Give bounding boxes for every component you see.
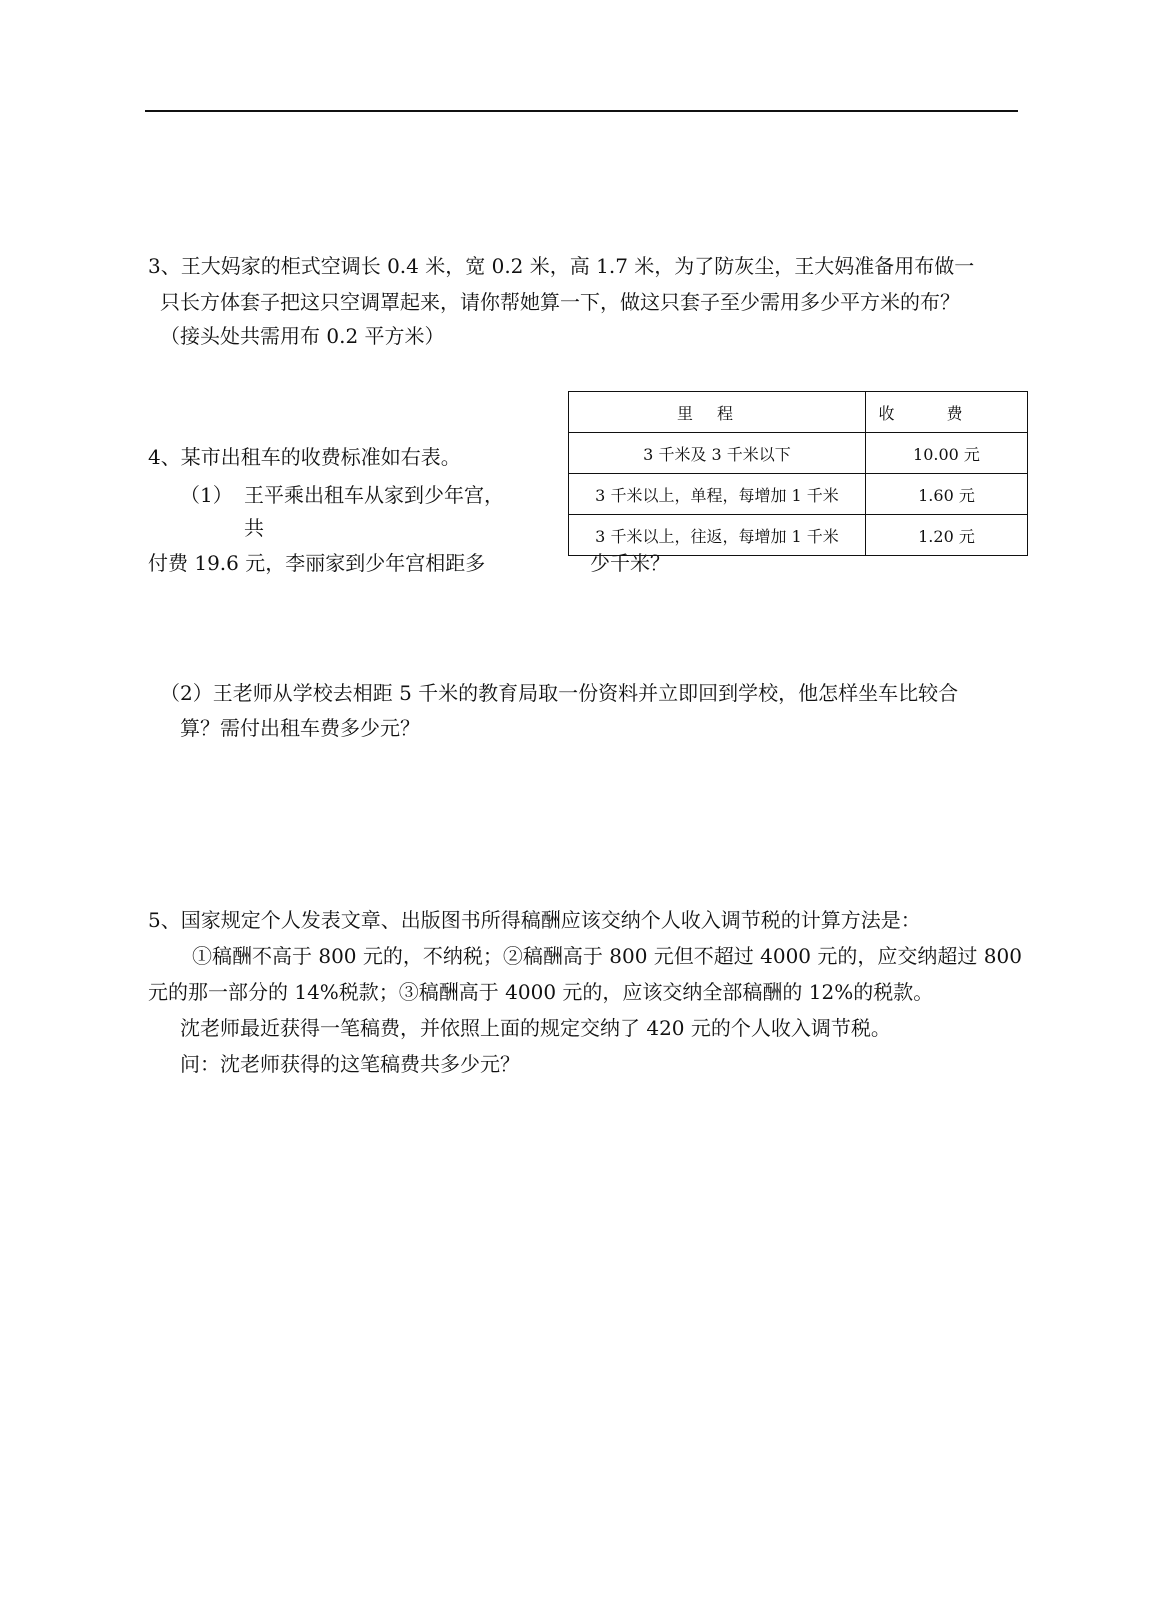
q5-line3: 元的那一部分的 14%税款；③稿酬高于 4000 元的，应该交纳全部稿酬的 12%的税款。	[148, 980, 934, 1004]
table-row	[569, 515, 1028, 556]
q4-part1-line2-right: 少千米？	[590, 551, 670, 575]
q4-part2-line2: 算？需付出租车费多少元？	[180, 716, 420, 740]
table-row	[569, 474, 1028, 515]
header-rule	[145, 110, 1018, 112]
q4-part1-line2-left: 付费 19.6 元，李丽家到少年宫相距多	[148, 551, 486, 575]
q5-line1: 5、国家规定个人发表文章、出版图书所得稿酬应该交纳个人收入调节税的计算方法是：	[148, 908, 921, 932]
fare-header-fee: 收费	[865, 392, 1027, 433]
fare-header-distance: 里程	[569, 392, 866, 433]
fare-cell-distance: 3 千米以上，单程，每增加 1 千米	[569, 474, 866, 515]
q3-line2: 只长方体套子把这只空调罩起来，请你帮她算一下，做这只套子至少需用多少平方米的布？	[160, 290, 960, 314]
fare-cell-fee: 1.60 元	[865, 474, 1027, 515]
fare-cell-fee: 1.20 元	[865, 515, 1027, 556]
fare-table	[568, 391, 1028, 556]
q4-part1-cont: 共	[244, 516, 264, 540]
fare-table-header	[569, 392, 1028, 433]
fare-cell-distance: 3 千米及 3 千米以下	[569, 433, 866, 474]
fare-cell-fee: 10.00 元	[865, 433, 1027, 474]
fare-cell-distance: 3 千米以上，往返，每增加 1 千米	[569, 515, 866, 556]
q5-line4: 沈老师最近获得一笔稿费，并依照上面的规定交纳了 420 元的个人收入调节税。	[180, 1016, 891, 1040]
q3-line3: （接头处共需用布 0.2 平方米）	[160, 324, 445, 348]
q4-intro: 4、某市出租车的收费标准如右表。	[148, 445, 461, 469]
q4-part1-label: （1）	[180, 483, 233, 507]
q3-line1: 3、王大妈家的柜式空调长 0.4 米，宽 0.2 米，高 1.7 米，为了防灰尘，王大妈准备用布做一	[148, 254, 975, 278]
q4-part1-text: 王平乘出租车从家到少年宫，	[244, 483, 504, 507]
table-row	[569, 433, 1028, 474]
q5-line2: ①稿酬不高于 800 元的，不纳税；②稿酬高于 800 元但不超过 4000 元的，应交纳超过 800	[192, 944, 1022, 968]
q4-part2-line1: （2）王老师从学校去相距 5 千米的教育局取一份资料并立即回到学校，他怎样坐车比较合	[160, 681, 959, 705]
q5-line5: 问：沈老师获得的这笔稿费共多少元？	[180, 1052, 520, 1076]
